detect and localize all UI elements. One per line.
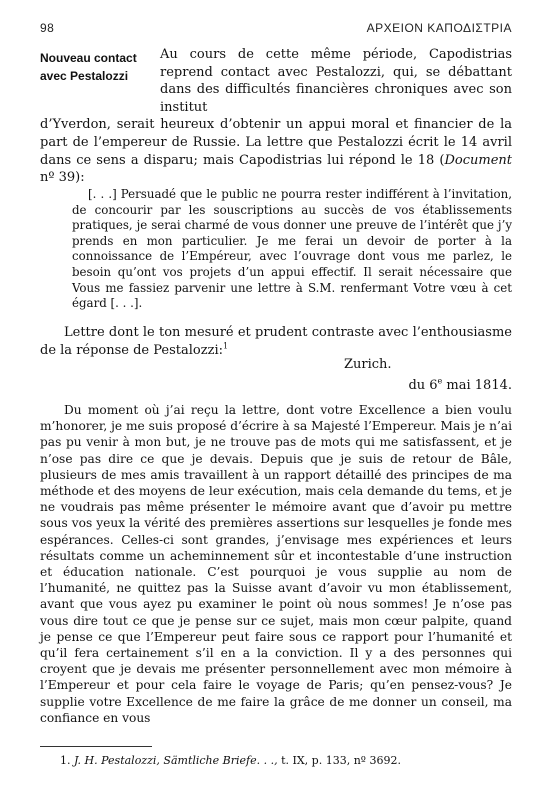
letter-body [40, 402, 512, 726]
footnote [60, 754, 510, 768]
intro-rest-text: d’Yverdon, serait heureux d’obtenir un appui moral et financier de la part de l’empereur de Russie. La lettre que Pestalozzi écrit le 14 avril dans ce sens a disparu; mais Capodistrias lui répond le 18 ( [40, 117, 512, 168]
document-reference-number: nº 39): [40, 170, 85, 186]
footnote-details: t. IX, p. 133, nº 3692. [277, 754, 401, 767]
letter-date-superscript: e [437, 376, 443, 386]
block-quote-text: [. . .] Persuadé que le public ne pourra rester indifférent à l’invitation, de concourir par les souscriptions au succès de vos établissements pratiques, je serai charmé de vous donner une preuve de l’intérêt que j’y prends en mon particulier. Je me ferai un devoir de porter à la connoissance de l’Empéreur, avec l’ouvrage dont vous me parlez, le besoin qu’ont vos projets d’un appui effectif. Il serait nécessaire que Vous me fassiez parvenir une lettre à S.M. renfermant Votre vœu à cet égard [. . .]. [72, 187, 512, 311]
letter-place: Zurich. [344, 357, 392, 372]
margin-note-line-1: Nouveau contact [40, 51, 137, 65]
transition-text: Lettre dont le ton mesuré et prudent contraste avec l’enthousiasme de la réponse de Pestalozzi: [40, 325, 512, 358]
footnote-number: 1. [60, 754, 71, 767]
footnote-rule [40, 746, 152, 747]
transition-paragraph [40, 324, 512, 359]
footnote-marker: 1 [222, 341, 229, 351]
block-quote [72, 187, 512, 312]
footnote-citation: J. H. Pestalozzi, Sämtliche Briefe. . ., [74, 754, 278, 767]
margin-note-line-2: avec Pestalozzi [40, 69, 129, 83]
intro-continuation [40, 116, 512, 186]
intro-lead-text: Au cours de cette même période, Capodistrias reprend contact avec Pestalozzi, qui, se débattant dans des difficultés financières chroniques avec son institut [160, 47, 512, 115]
letter-date-prefix: du 6 [408, 378, 438, 393]
letter-date-rest: mai 1814. [442, 378, 512, 393]
running-title: ΑΡΧΕΙΟΝ ΚΑΠΟΔΙΣΤΡΙΑ [366, 21, 512, 35]
letter-text: Du moment où j’ai reçu la lettre, dont votre Excellence a bien voulu m’honorer, je me suis proposé d’écrire à sa Majesté l’Empereur. Mais je n’ai pas pu venir à mon but, je ne trouve pas de mots qui me satisfassent, et je n’ose pas dire ce que je devais. Depuis que je suis de retour de Bâle, plusieurs de mes amis travaillent à un rapport détaillé des principes de ma méthode et des moyens de leur exécution, mais cela demande du tems, et je ne voudrais pas même présenter le mémoire avant que d’avoir pu mettre sous vos yeux la vérité des premières assertions sur lesquelles je fonde mes espérances. Celles-ci sont grandes, j’envisage mes expériences et leurs résultats comme un acheminnement sûr et incontestable d’une instruction et éducation nationale. C’est pourquoi je vous supplie au nom de l’humanité, ne quittez pas la Suisse avant d’avoir vu mon établissement, avant que vous ayez pu examiner le point où nous sommes! Je n’ose pas vous dire tout ce que je pense sur ce sujet, mais mon cœur palpite, quand je pense ce que l’Empereur peut faire sous ce rapport pour l’humanité et qu’il fera certainement s’il en a la conviction. Il y a des personnes qui croyent que je devais me présenter personnellement avec mon mémoire à l’Empereur et pour cela faire le voyage de Paris; qu’en pensez-vous? Je supplie votre Excellence de me faire la grâce de me donner un conseil, ma confiance en vous [40, 403, 512, 725]
letter-date [408, 378, 512, 393]
page-number: 98 [40, 21, 55, 35]
document-reference-italic: Document [444, 152, 512, 168]
page-header [40, 21, 512, 37]
intro-paragraph [40, 46, 512, 187]
